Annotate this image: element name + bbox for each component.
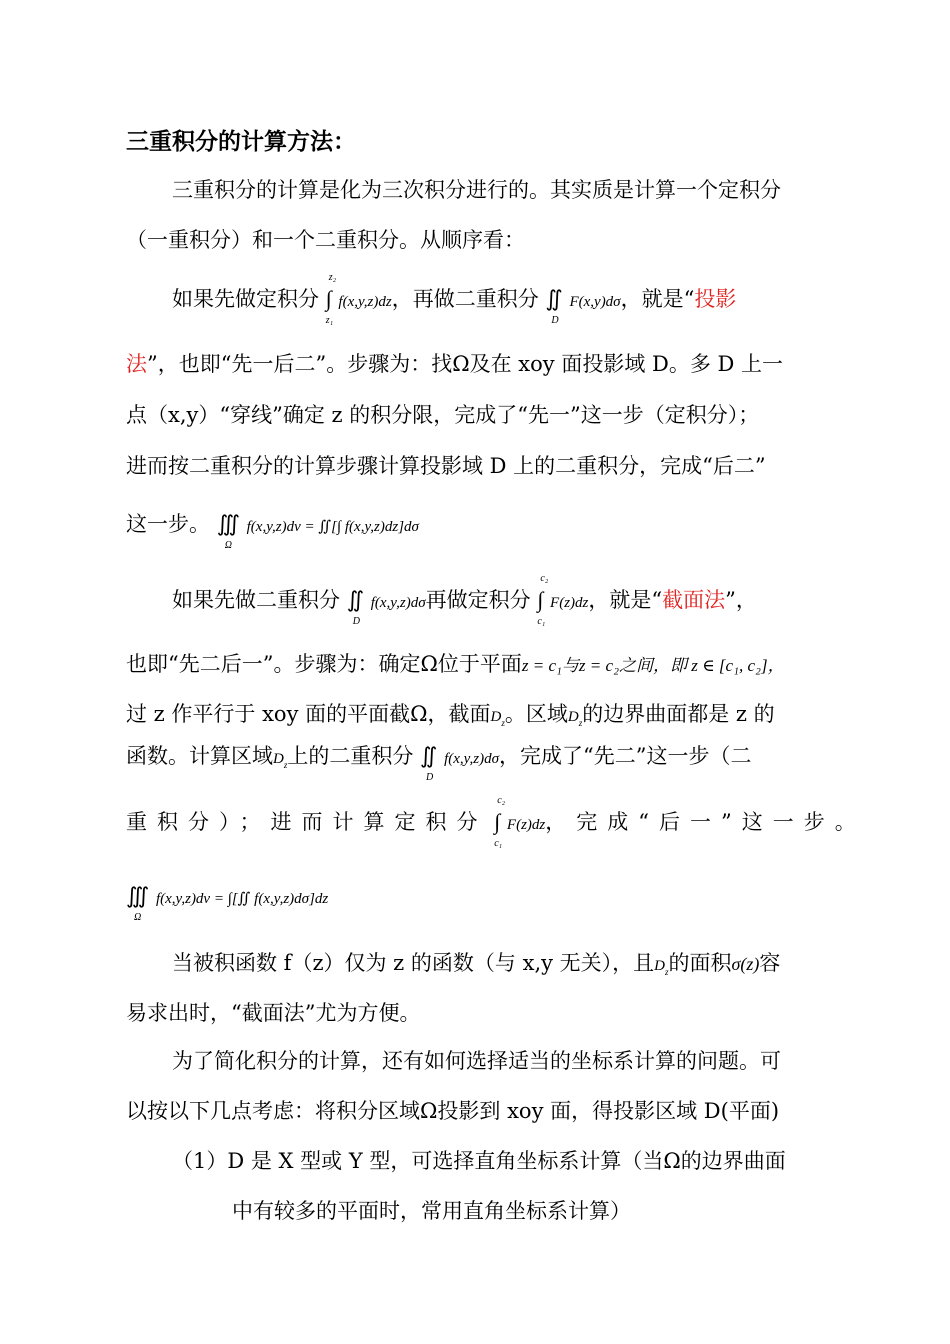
formula: f(x,y,z)dz — [338, 294, 392, 310]
text-span: 再做定积分 — [425, 588, 531, 612]
text-span: 这一步。 — [126, 512, 210, 536]
triple-integral-sign: ∭ Ω — [126, 883, 150, 923]
paragraph-line — [172, 272, 737, 326]
text-span: 过 z 作平行于 xoy 面的平面截Ω，截面 — [126, 702, 491, 726]
paragraph-line: 进而按二重积分的计算步骤计算投影域 D 上的二重积分，完成“后二” — [126, 454, 766, 478]
integral-sign: ∫ c₂ c₁ — [494, 795, 506, 849]
limit-label: c₁ — [494, 838, 503, 849]
integral-sign: ∫ z₂ z₁ — [325, 272, 337, 326]
formula: f(x,y,z)dv = ∫[∬ f(x,y,z)dσ]dz — [155, 891, 329, 907]
paragraph-line — [126, 795, 866, 849]
text-span: ”， — [725, 588, 757, 612]
formula: z = c₁与z = c₂之间，即 z ∈ [c₁, c₂]， — [521, 656, 785, 675]
highlight-text: 投影 — [694, 287, 737, 311]
text-span: 。区域 — [504, 702, 568, 726]
subscript: z — [578, 718, 583, 729]
paragraph-line: 为了简化积分的计算，还有如何选择适当的坐标系计算的问题。可 — [172, 1049, 781, 1073]
paragraph-line — [126, 510, 419, 551]
symbol-Dz: D — [567, 709, 579, 725]
paragraph-line: （一重积分）和一个二重积分。从顺序看： — [126, 228, 525, 252]
limit-label: c₁ — [537, 616, 546, 627]
paragraph-line: 三重积分的计算是化为三次积分进行的。其实质是计算一个定积分 — [172, 178, 781, 202]
text-span: ，再做二重积分 — [391, 287, 539, 311]
paragraph-line — [126, 700, 775, 737]
text-span: 重积分）；进而计算定积分 — [126, 810, 488, 834]
text-span: 容 — [759, 951, 781, 975]
page-title: 三重积分的计算方法： — [126, 128, 356, 155]
text-span: 如果先做二重积分 — [172, 588, 340, 612]
limit-label: z₂ — [328, 272, 337, 283]
paragraph-line — [126, 742, 752, 783]
subscript: z — [665, 967, 669, 978]
paragraph-line — [172, 949, 780, 986]
formula: F(z)dz — [550, 595, 589, 611]
limit-label: c₂ — [540, 573, 549, 584]
text-span: ，完成了“先二”这一步（二 — [498, 744, 752, 768]
limit-label: c₂ — [497, 795, 506, 806]
symbol-Dz: D — [654, 958, 666, 974]
limit-label: Ω — [134, 912, 142, 923]
text-span: 上的二重积分 — [287, 744, 414, 768]
list-item-continuation: 中有较多的平面时，常用直角坐标系计算） — [232, 1199, 631, 1223]
text-span: ，完成“后一”这一步。 — [545, 810, 866, 834]
formula: f(x,y,z)dσ — [370, 595, 426, 611]
limit-label: D — [352, 616, 360, 627]
formula: σ(z) — [731, 954, 760, 974]
symbol-Dz: D — [490, 709, 502, 725]
paragraph-line: 点（x,y）“穿线”确定 z 的积分限，完成了“先一”这一步（定积分）； — [126, 403, 760, 427]
text-span: 也即“先二后一”。步骤为：确定Ω位于平面 — [126, 652, 522, 676]
paragraph-line — [126, 350, 783, 378]
text-span: 函数。计算区域 — [126, 744, 273, 768]
text-span: 的边界曲面都是 z 的 — [582, 702, 775, 726]
limit-label: D — [551, 315, 559, 326]
double-integral-sign: ∬ D — [420, 743, 438, 783]
paragraph-line — [126, 650, 785, 680]
paragraph-line: 以按以下几点考虑：将积分区域Ω投影到 xoy 面，得投影区域 D(平面) — [126, 1099, 780, 1123]
text-span: ，就是“ — [588, 588, 663, 612]
subscript: z — [283, 760, 288, 771]
formula: F(z)dz — [506, 817, 546, 833]
symbol-Dz: D — [273, 751, 284, 767]
paragraph-line — [126, 882, 329, 923]
formula: f(x,y,z)dσ — [444, 751, 499, 767]
triple-integral-sign: ∭ Ω — [216, 511, 240, 551]
text-span: 的面积 — [668, 951, 732, 975]
list-item: （1）D 是 X 型或 Y 型，可选择直角坐标系计算（当Ω的边界曲面 — [172, 1149, 786, 1173]
paragraph-line: 易求出时，“截面法”尤为方便。 — [126, 1001, 421, 1025]
formula: F(x,y)dσ — [569, 294, 621, 310]
highlight-text: 截面法 — [662, 588, 726, 612]
double-integral-sign: ∬ D — [545, 286, 563, 326]
text-span: ，就是“ — [620, 287, 695, 311]
formula: f(x,y,z)dv = ∬[∫ f(x,y,z)dz]dσ — [246, 519, 419, 535]
limit-label: Ω — [224, 540, 232, 551]
limit-label: z₁ — [325, 315, 334, 326]
subscript: z — [501, 718, 505, 729]
paragraph-line — [172, 573, 757, 627]
highlight-text: 法 — [126, 352, 147, 376]
text-span: ”，也即“先一后二”。步骤为：找Ω及在 xoy 面投影域 D。多 D 上一 — [147, 352, 784, 376]
integral-sign: ∫ c₂ c₁ — [537, 573, 549, 627]
text-span: 如果先做定积分 — [172, 287, 319, 311]
double-integral-sign: ∬ D — [346, 587, 365, 627]
limit-label: D — [426, 772, 434, 783]
text-span: 当被积函数 f（z）仅为 z 的函数（与 x,y 无关），且 — [172, 951, 655, 975]
